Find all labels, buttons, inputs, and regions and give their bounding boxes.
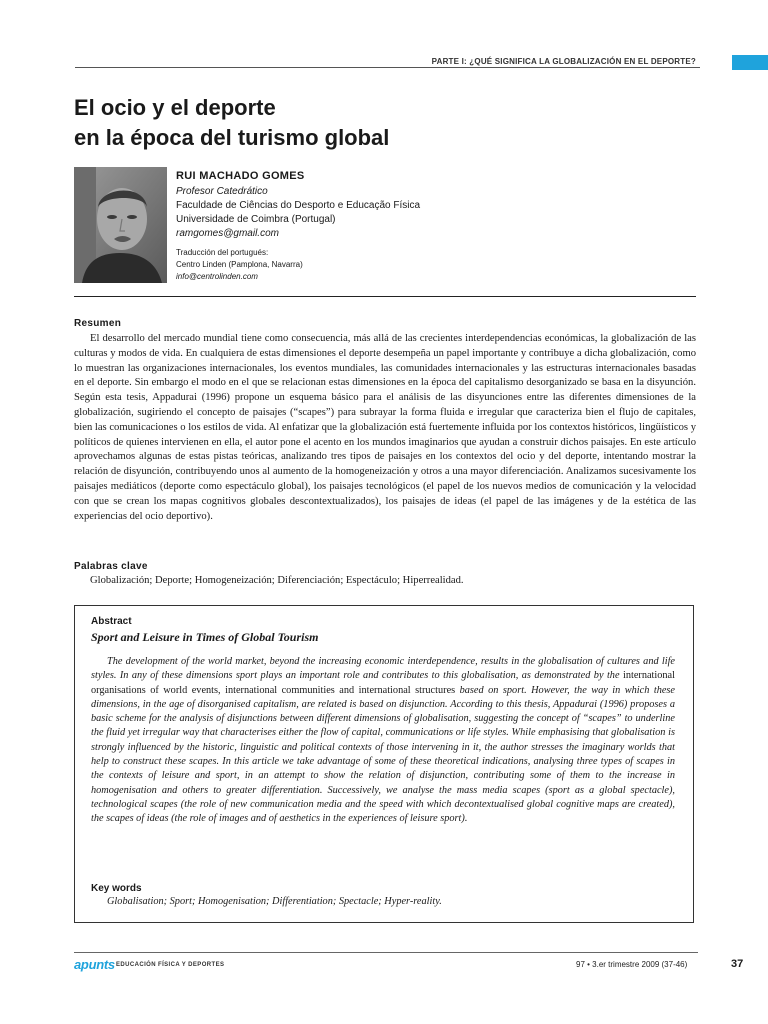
abstract-text-part-1: The development of the world market, beyond the increasing economic interdependence, results in the globalisation of cultures and life styles. In any of these dimensions sport plays an important role and contributes to this globalisation, as demonstrated by the [91, 656, 675, 682]
abstract-heading: Abstract [91, 616, 132, 627]
translator: Centro Linden (Pamplona, Navarra) [176, 260, 303, 269]
header-rule [75, 67, 700, 68]
title-line-1: El ocio y el deporte [74, 95, 276, 120]
translation-block [176, 247, 576, 283]
footer-rule [74, 952, 698, 953]
header-accent-bar [732, 55, 768, 70]
keywords-text: Globalisation; Sport; Homogenisation; Differentiation; Spectacle; Hyper-reality. [107, 896, 442, 907]
running-head: PARTE I: ¿QUÉ SIGNIFICA LA GLOBALIZACIÓN EN EL DEPORTE? [431, 57, 696, 66]
abstract-text [91, 655, 675, 827]
title-line-2: en la época del turismo global [74, 125, 390, 150]
author-block [176, 169, 576, 283]
resumen-heading: Resumen [74, 318, 122, 329]
journal-logo-subtitle: EDUCACIÓN FÍSICA Y DEPORTES [116, 962, 225, 968]
page-number: 37 [731, 958, 744, 970]
author-name: RUI MACHADO GOMES [176, 170, 305, 182]
author-photo [74, 167, 167, 283]
abstract-text-part-2: international organisations of world events, international communities and international structures [91, 670, 675, 696]
translation-label: Traducción del portugués: [176, 248, 269, 257]
author-affiliation-1: Faculdade de Ciências do Desporto e Educação Física [176, 200, 421, 211]
keywords-heading: Key words [91, 883, 142, 894]
palabras-clave-text: Globalización; Deporte; Homogeneización; Diferenciación; Espectáculo; Hiperrealidad. [90, 575, 464, 586]
section-divider [74, 296, 696, 297]
abstract-box [74, 605, 694, 923]
abstract-title: Sport and Leisure in Times of Global Tourism [91, 630, 319, 644]
palabras-clave-heading: Palabras clave [74, 561, 148, 572]
author-email[interactable]: ramgomes@gmail.com [176, 228, 279, 239]
author-role: Profesor Catedrático [176, 186, 268, 197]
resumen-text: El desarrollo del mercado mundial tiene como consecuencia, más allá de las crecientes interdependencias económicas, la globalización de las culturas y modos de vida. En cualquiera de estas dimensiones el deporte desempeña un papel importante y contribuye a dicha globalización, como lo muestran las organizaciones internacionales, los eventos mundiales, las comunidades internacionales y las estructuras internacionales basadas en el deporte. Sin embargo el modo en el que se relacionan estas dimensiones en la época del capitalismo desorganizado se basa en la disyunción. Según esta tesis, Appadurai (1996) propone un esquema básico para el análisis de las disyunciones entre las diferentes dimensiones de la globalización, sugiriendo el concepto de paisajes (“scapes”) para subrayar la forma fluida e irregular que caracteriza bien el flujo de capitales, bien las comunicaciones o los estilos de vida. Al enfatizar que la globalización está fuertemente influida por los contextos históricos, lingüísticos y políticos de quienes intervienen en ella, el autor pone el acento en los mundos imaginarios que ayudan a construir dichos paisajes. En este artículo aprovechamos algunas de estas pistas teóricas, analizando tres tipos de paisajes en los contextos del ocio y del deporte, intentando mostrar la relación de disyunción, contribuyendo unos al aumento de la homogeneización y otros a una mayor diferenciación. Analizamos sucesivamente los paisajes mediáticos (deporte como espectáculo global), los paisajes tecnológicos (el papel de los nuevos medios de comunicación y la velocidad con que se crean los mapas cognitivos globales descontextualizados), los paisajes de ideas (el papel de las imágenes y de la estética de las experiencias del ocio deportivo). [74, 333, 696, 522]
author-affiliation-2: Universidade de Coimbra (Portugal) [176, 214, 336, 225]
journal-logo: apunts [74, 957, 115, 972]
translator-email[interactable]: info@centrolinden.com [176, 272, 258, 281]
article-title [74, 93, 389, 153]
issue-info: 97 • 3.er trimestre 2009 (37-46) [576, 960, 688, 969]
abstract-text-part-3: based on sport. However, the way in which these dimensions, in the age of disorganised capitalism, are related is based on disjunction. According to this thesis, Appadurai (1996) proposes a basic scheme for the analysis of disjunctions between different dimensions of globalisation, suggesting the concept of “scapes” to underline the fluid yet irregular way that characterises either the flow of capital, communications or life styles. While emphasising that globalisation is strongly influenced by the historic, linguistic and political contexts of those intervening in it, the author stresses the imaginary worlds that help to construct these scapes. In this article we take advantage of some of these theoretical indications, analysing three types of scapes in the contexts of leisure and sport, in an attempt to show the relation of disjunction, contributing some of them to the increase in homogenisation and others to greater differentiation. Successively, we analyse the mass media scapes (sport as a global spectacle), technological scapes (the role of new communication media and the speed with which decontextualised global cognitive maps are created), the scapes of ideas (the role of images and of aesthetics in the experiences of leisure sport). [91, 684, 676, 825]
